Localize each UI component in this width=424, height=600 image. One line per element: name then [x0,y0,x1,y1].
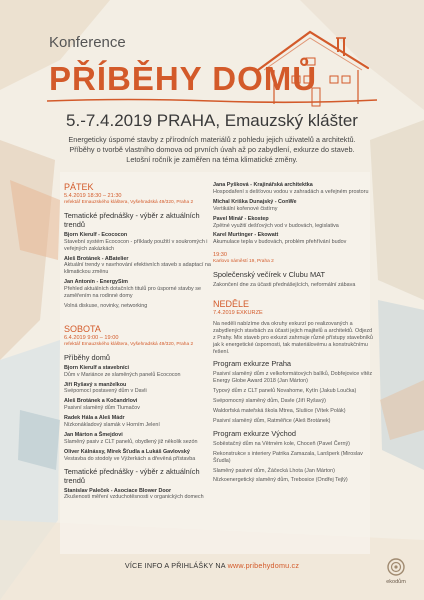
website-link[interactable]: www.pribehydomu.cz [227,561,300,570]
tour-stop: Nízkoenergetický slaměný dům, Trebosice (Ondřej Tejlý) [213,477,348,484]
sunday-description: Na neděli nabízíme dva okruhy exkurzí po realizovaných a zabydlených stavbách za účasti jejich majitelů a architektů. Odjezd z Prahy. Mix staveb pro exkurzi zahrnuje různé přístupy stavebníků jak k energetické úspornosti, tak materiálovému a konstrukčnímu řešení. [213,320,373,355]
east-tour-title: Program exkurze Východ [213,428,296,438]
saturday-time: 6.4.2019 9:00 – 19:00 [64,334,119,341]
speaker-name: Radek Hála a Aleš Mádr [64,415,125,422]
speaker-name: Bjorn Kierulf - Ecococon [64,231,128,238]
talk-description: Stavební systém Ecococon - příklady použití v soukromých i veřejných zakázkách [64,238,208,252]
tour-stop: Typový dům z CLT panelů Novahome, Kytín (Jakub Loučka) [213,388,357,395]
talk-description: Hospodaření s dešťovou vodou v zahradách a veřejném prostoru [213,188,369,195]
speaker-name: Bjorn Kierulf a stavebníci [64,364,130,371]
title-underline [47,98,377,104]
evening-title: Společenský večírek v Clubu MAT [213,270,325,280]
conference-label: Konference [49,34,126,51]
talk-description: Zpětné využití dešťových vod v budovách, legislativa [213,222,339,229]
friday-extra: Volná diskuse, novinky, networking [64,302,148,309]
saturday-section-title: Příběhy domů [64,352,111,362]
talk-description: Pasivní slaměný dům Tlumačov [64,405,140,412]
sunday-time: 7.4.2019 EXKURZE [213,309,263,316]
talk-description: Aktuální trendy v navrhování efektivních staveb s adaptací na klimatickou změnu [64,262,211,276]
talk-description: Akumulace tepla v budovách, problém přehřívání budov [213,239,347,246]
footer-info [0,561,424,570]
speaker-name: Karel Murtinger - Ekowatt [213,232,279,239]
friday-time: 5.4.2019 18:30 – 21:30 [64,193,122,199]
talk-description: Zkušenosti měření vzduchotěsnosti v organických domech [64,494,204,501]
logo-text: ekodům [386,579,406,585]
talk-description: Dům v Mariánce ze slaměných panelů Ecococon [64,371,181,378]
tour-stop: Waldorfská mateřská škola Mtrea, Slušice (Vítek Polák) [213,408,346,415]
speaker-name: Oliver Kálnássy, Mirek Šťudla a Lukáš Gavlovský [64,448,190,455]
event-date-place: 5.-7.4.2019 PRAHA, Emauzský klášter [66,111,358,130]
tour-stop: Svépomocný slaměný dům, Davle (Jiří Ryšavý) [213,398,326,405]
ekodum-logo [381,557,411,585]
speaker-name: Jana Pyšková - Krajinářská architektka [213,182,313,188]
talk-description: Slaměný pasiv z CLT panelů, obydlený již několik sezón [64,438,198,445]
friday-section-title: Tematické přednášky - výběr z aktuálních trendů [64,210,200,229]
house-sketch-icon [252,26,374,108]
speaker-name: Jan Márton a Šmejdovi [64,431,123,438]
snail-logo-icon [385,557,407,577]
saturday-section2-title: Tematické přednášky - výběr z aktuálních trendů [64,466,200,485]
speaker-name: Jan Antonín - EnergySim [64,279,128,286]
day-heading-friday: PÁTEK [64,182,94,192]
talk-description: Vestavba do stodoly ve Výžerkách a dřevěná přístavba [64,455,196,462]
tour-stop: Soběstačný dům na Větrném kole, Choceň (Pavel Černý) [213,440,350,447]
evening-time: 19:30 [213,252,227,259]
friday-address: refektář Emauzského kláštera, Vyšehradská 49/320, Praha 2 [64,199,194,205]
speaker-name: Jiří Ryšavý s manželkou [64,381,127,388]
speaker-name: Michal Kriška Dunajský - ConWe [213,198,297,205]
tour-stop: Slaměný pasivní dům, Žáčecká Lhota (Jan Márton) [213,467,335,474]
saturday-address: refektář Emauzského kláštera, Vyšehradská 49/320, Praha 2 [64,341,194,347]
intro-line: Příběhy o tvorbě vlastního domova od prvních úvah až po zabydlení, exkurze do staveb. [69,145,355,154]
talk-description: Přehled aktuálních dotačních titulů pro úsporné stavby se zaměřením na rodinné domy [64,286,201,300]
speaker-name: Aleš Brotánek - ABatelier [64,255,129,262]
prague-tour-title: Program exkurze Praha [213,359,292,369]
evening-address: Karlovo náměstí 19, Praha 2 [213,259,274,265]
day-heading-sunday: NEDĚLE [213,298,250,309]
intro-text [45,135,379,165]
speaker-name: Stanislav Paleček - Asociace Blower Door [64,487,172,494]
footer-text: VÍCE INFO A PŘIHLÁŠKY NA [124,561,226,570]
day-heading-saturday: SOBOTA [64,323,101,334]
speaker-name: Aleš Brotánek a Kočandrlovi [64,398,138,405]
tour-stop: Pasivní slaměný dům z velkoformátových balíků, Dobřejovice vítěz Energy Globe Award 2018 (Jan Márton) [213,371,373,385]
talk-description: Vertikální kořenové čistírny [213,205,278,212]
intro-line: Letošní ročník je zaměřen na téma klimatické změny. [126,155,298,164]
talk-description: Nízkonákladový slamák v Horním Jelení [64,422,160,429]
tour-stop: Rekonstrukce s interiery Patrika Zamazala, Lanšperk (Miroslav Šťudla) [213,450,363,464]
talk-description: Svépomocí postavený dům v Davli [64,388,147,395]
program-left-column [64,182,212,501]
intro-line: Energeticky úsporné stavby z přírodních materiálů z pohledu jejich uživatelů a architektů. [68,135,356,144]
speaker-name: Pavel Minář - Ekostep [213,215,269,222]
evening-description: Zakončení dne za účasti přednášejících, neformální zábava [213,282,356,289]
page-title: PŘÍBĚHY DOMŮ [49,60,318,97]
program-right-column [213,182,373,484]
tour-stop: Pasivní slaměný dům, Ratměřice (Aleš Brotánek) [213,417,331,424]
